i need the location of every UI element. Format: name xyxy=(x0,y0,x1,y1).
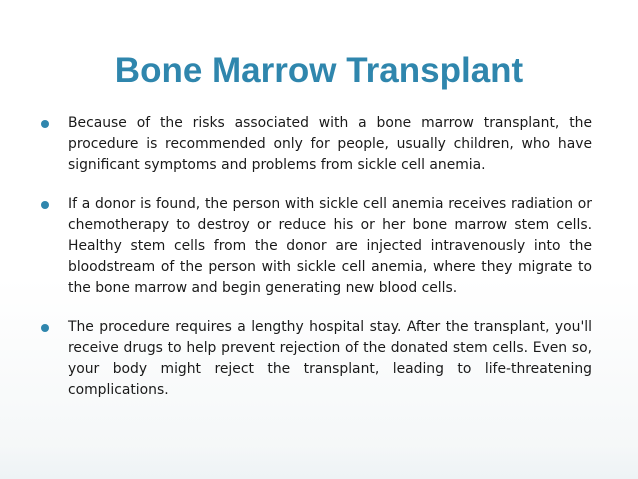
bullet-dot-icon xyxy=(41,201,49,209)
bottom-gradient-band xyxy=(0,447,638,479)
bullet-text-procedure: The procedure requires a lengthy hospital stay. After the transplant, you'll receive drugs to help prevent rejection of the donated stem cells. Even so, your body might reject the transplant, leading to life-threatening complications. xyxy=(68,319,592,398)
bullet-item-procedure xyxy=(41,317,592,401)
bullet-item-risks xyxy=(41,113,592,176)
bullet-dot-icon xyxy=(41,324,49,332)
bullet-list xyxy=(41,113,592,401)
slide-title: Bone Marrow Transplant xyxy=(114,51,524,90)
bullet-item-donor xyxy=(41,194,592,299)
bullet-text-donor: If a donor is found, the person with sickle cell anemia receives radiation or chemotherapy to destroy or reduce his or her bone marrow stem cells. Healthy stem cells from the donor are injected intravenously into the bloodstream of the person with sickle cell anemia, where they migrate to the bone marrow and begin generating new blood cells. xyxy=(68,196,592,296)
bullet-dot-icon xyxy=(41,120,49,128)
bullet-text-risks: Because of the risks associated with a bone marrow transplant, the procedure is recommended only for people, usually children, who have significant symptoms and problems from sickle cell anemia. xyxy=(68,115,592,173)
